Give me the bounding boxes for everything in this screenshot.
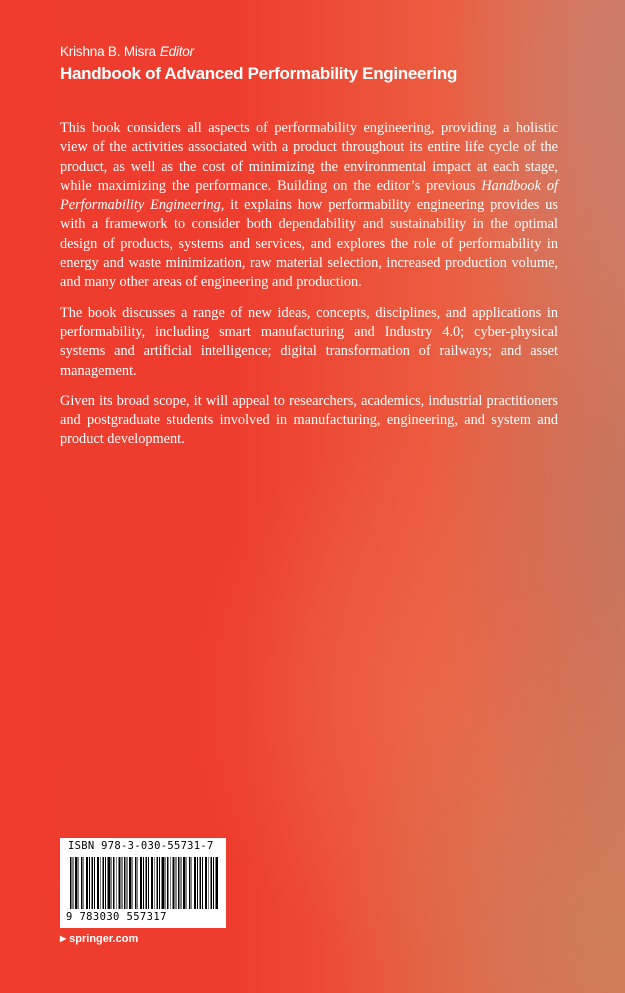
publisher-link[interactable] — [60, 933, 138, 945]
blurb-paragraph-3: Given its broad scope, it will appeal to researchers, academics, industrial practitioners and postgraduate students involved in manufacturing, engineering, and system and product development. — [60, 392, 558, 448]
blurb-p1-text: This book considers all aspects of performability engineering, providing a holistic view of the activities associated with a product throughout its entire life cycle of the product, as well as the cost of minimizing the environmental impact at each stage, while maximizing the performance. Building on the editor’s previous — [60, 120, 558, 194]
triangle-right-icon: ▶ — [60, 934, 67, 943]
isbn-label: ISBN 978-3-030-55731-7 — [68, 840, 214, 852]
barcode-digits: 9 783030 557317 — [66, 911, 167, 923]
editor-line — [60, 44, 194, 59]
book-title: Handbook of Advanced Performability Engineering — [60, 64, 458, 83]
editor-role: Editor — [159, 44, 194, 59]
isbn-barcode — [60, 838, 226, 928]
blurb-paragraph-2: The book discusses a range of new ideas, concepts, disciplines, and applications in performability, including smart manufacturing and Industry 4.0; cyber-physical systems and artificial intelligence; digital transformation of railways; and asset management. — [60, 304, 558, 379]
publisher-url: springer.com — [69, 933, 139, 945]
editor-name: Krishna B. Misra — [60, 44, 156, 59]
blurb-p1-text-continued: it explains how performability engineering provides us with a framework to consider both dependability and sustainability in the optimal design of products, systems and services, and explores the role of performability in energy and waste minimization, raw material selection, increased production volume, and many other areas of engineering and production. — [60, 197, 558, 291]
blurb — [60, 119, 558, 461]
barcode-bars — [70, 857, 218, 909]
previous-handbook-title: Handbook of Performability Engineering, — [60, 177, 558, 214]
blurb-paragraph-1 — [60, 119, 558, 293]
